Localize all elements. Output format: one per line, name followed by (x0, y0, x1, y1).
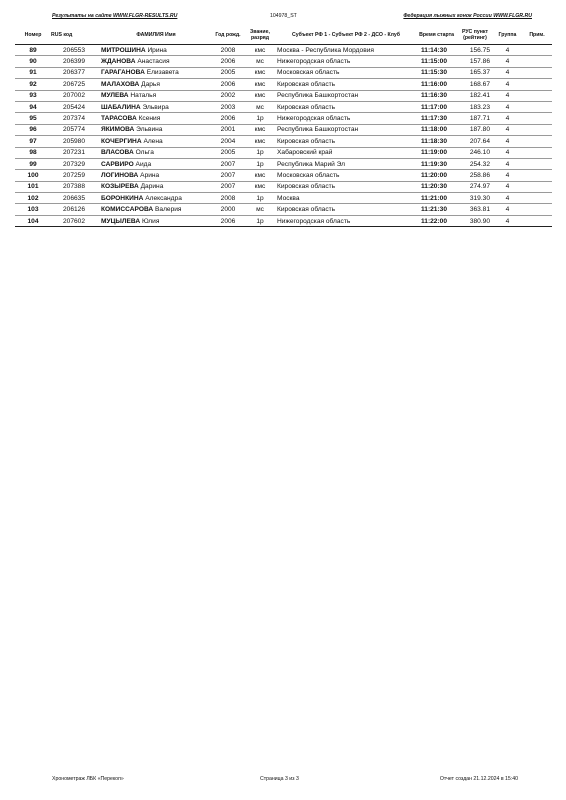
athlete-surname: ЖДАНОВА (101, 58, 136, 66)
region: Нижегородская область (275, 215, 417, 226)
birth-year: 2005 (211, 147, 245, 158)
athlete-name (101, 215, 211, 226)
region: Московская область (275, 67, 417, 78)
athlete-name (101, 193, 211, 204)
note (522, 45, 552, 56)
table-row (15, 79, 552, 90)
birth-year: 2005 (211, 67, 245, 78)
birth-year: 2006 (211, 79, 245, 90)
region: Республика Башкортостан (275, 90, 417, 101)
group: 4 (493, 56, 522, 67)
birth-year: 2006 (211, 215, 245, 226)
start-time: 11:19:00 (417, 147, 457, 158)
table-row (15, 204, 552, 215)
table-row (15, 56, 552, 67)
table-row (15, 158, 552, 169)
table-row (15, 124, 552, 135)
note (522, 204, 552, 215)
rus-points: 187.80 (457, 124, 493, 135)
rus-code: 207388 (51, 181, 101, 192)
region: Хабаровский край (275, 147, 417, 158)
col-header-rank: Звание, разряд (245, 27, 275, 45)
start-time: 11:20:30 (417, 181, 457, 192)
region: Кировская область (275, 79, 417, 90)
bib-number: 92 (15, 79, 51, 90)
bib-number: 101 (15, 181, 51, 192)
col-header-num: Номер (15, 27, 51, 45)
table-row (15, 90, 552, 101)
table-row (15, 193, 552, 204)
birth-year: 2004 (211, 136, 245, 147)
group: 4 (493, 147, 522, 158)
start-time: 11:17:00 (417, 101, 457, 112)
athlete-name (101, 90, 211, 101)
col-header-code: RUS код (51, 27, 101, 45)
note (522, 193, 552, 204)
athlete-name (101, 170, 211, 181)
athlete-name (101, 56, 211, 67)
sport-rank: 1р (245, 147, 275, 158)
sport-rank: кмс (245, 90, 275, 101)
start-time: 11:16:30 (417, 90, 457, 101)
sport-rank: 1р (245, 193, 275, 204)
note (522, 90, 552, 101)
birth-year: 2003 (211, 101, 245, 112)
group: 4 (493, 170, 522, 181)
athlete-surname: ВЛАСОВА (101, 149, 134, 157)
rus-code: 205980 (51, 136, 101, 147)
bib-number: 103 (15, 204, 51, 215)
bib-number: 97 (15, 136, 51, 147)
athlete-name (101, 45, 211, 56)
start-time: 11:18:00 (417, 124, 457, 135)
note (522, 79, 552, 90)
sport-rank: мс (245, 56, 275, 67)
protocol-id: 104978_ST (270, 13, 297, 19)
rus-code: 206553 (51, 45, 101, 56)
page-number: Страница 3 из 3 (260, 776, 299, 782)
region: Нижегородская область (275, 113, 417, 124)
rus-code: 207329 (51, 158, 101, 169)
athlete-name (101, 113, 211, 124)
group: 4 (493, 101, 522, 112)
table-row (15, 136, 552, 147)
rus-code: 207374 (51, 113, 101, 124)
rus-points: 168.67 (457, 79, 493, 90)
athlete-surname: ТАРАСОВА (101, 115, 137, 123)
sport-rank: 1р (245, 215, 275, 226)
timing-credit: Хронометраж ЛБК «Перекоп» (52, 776, 124, 782)
athlete-surname: ЯКИМОВА (101, 126, 135, 134)
birth-year: 2006 (211, 113, 245, 124)
note (522, 101, 552, 112)
region: Кировская область (275, 181, 417, 192)
birth-year: 2000 (211, 204, 245, 215)
page-header (52, 13, 532, 23)
sport-rank: 1р (245, 113, 275, 124)
rus-code: 206377 (51, 67, 101, 78)
rus-code: 206635 (51, 193, 101, 204)
athlete-name (101, 204, 211, 215)
table-row (15, 147, 552, 158)
group: 4 (493, 158, 522, 169)
athlete-name (101, 124, 211, 135)
rus-code: 207602 (51, 215, 101, 226)
group: 4 (493, 181, 522, 192)
sport-rank: кмс (245, 79, 275, 90)
athlete-surname: САРВИРО (101, 160, 134, 168)
sport-rank: кмс (245, 136, 275, 147)
start-time: 11:14:30 (417, 45, 457, 56)
group: 4 (493, 215, 522, 226)
bib-number: 100 (15, 170, 51, 181)
note (522, 56, 552, 67)
athlete-surname: БОРОНКИНА (101, 194, 144, 202)
rus-points: 156.75 (457, 45, 493, 56)
start-time: 11:17:30 (417, 113, 457, 124)
rus-points: 254.32 (457, 158, 493, 169)
start-time: 11:21:30 (417, 204, 457, 215)
rus-code: 207231 (51, 147, 101, 158)
athlete-first-name: Юлия (141, 217, 160, 225)
athlete-name (101, 79, 211, 90)
start-time: 11:15:30 (417, 67, 457, 78)
note (522, 136, 552, 147)
athlete-surname: ЛОГИНОВА (101, 171, 139, 179)
athlete-name (101, 158, 211, 169)
bib-number: 98 (15, 147, 51, 158)
rus-points: 165.37 (457, 67, 493, 78)
birth-year: 2007 (211, 181, 245, 192)
rus-code: 207259 (51, 170, 101, 181)
table-row (15, 101, 552, 112)
note (522, 158, 552, 169)
rus-points: 319.30 (457, 193, 493, 204)
group: 4 (493, 90, 522, 101)
athlete-name (101, 181, 211, 192)
col-header-year: Год рожд. (211, 27, 245, 45)
col-header-region: Субъект РФ 1 - Субъект РФ 2 - ДСО - Клуб (275, 27, 417, 45)
birth-year: 2007 (211, 158, 245, 169)
group: 4 (493, 193, 522, 204)
sport-rank: 1р (245, 158, 275, 169)
sport-rank: кмс (245, 124, 275, 135)
athlete-surname: ГАРАГАНОВА (101, 69, 145, 77)
rus-points: 363.81 (457, 204, 493, 215)
bib-number: 94 (15, 101, 51, 112)
note (522, 113, 552, 124)
table-row (15, 215, 552, 226)
start-time: 11:16:00 (417, 79, 457, 90)
rus-points: 246.10 (457, 147, 493, 158)
rus-points: 380.90 (457, 215, 493, 226)
sport-rank: кмс (245, 67, 275, 78)
start-time: 11:22:00 (417, 215, 457, 226)
athlete-first-name: Александра (145, 194, 182, 202)
rus-points: 183.23 (457, 101, 493, 112)
athlete-surname: МУЦЫЛЕВА (101, 217, 141, 225)
birth-year: 2001 (211, 124, 245, 135)
col-header-note: Прим. (522, 27, 552, 45)
birth-year: 2006 (211, 56, 245, 67)
athlete-surname: КОЧЕРГИНА (101, 137, 142, 145)
region: Московская область (275, 170, 417, 181)
athlete-name (101, 147, 211, 158)
athlete-name (101, 136, 211, 147)
region: Нижегородская область (275, 56, 417, 67)
rus-code: 207002 (51, 90, 101, 101)
sport-rank: мс (245, 101, 275, 112)
bib-number: 102 (15, 193, 51, 204)
table-header (15, 27, 552, 45)
sport-rank: мс (245, 204, 275, 215)
rus-points: 274.97 (457, 181, 493, 192)
start-time: 11:20:00 (417, 170, 457, 181)
results-site-link[interactable]: Результаты на сайте WWW.FLGR-RESULTS.RU (52, 13, 178, 19)
group: 4 (493, 124, 522, 135)
athlete-surname: МАЛАХОВА (101, 80, 140, 88)
athlete-first-name: Эльвина (136, 126, 163, 134)
athlete-name (101, 67, 211, 78)
col-header-group: Группа (493, 27, 522, 45)
note (522, 170, 552, 181)
page-footer (52, 776, 518, 786)
table-row (15, 113, 552, 124)
birth-year: 2007 (211, 170, 245, 181)
birth-year: 2008 (211, 45, 245, 56)
federation-site-link[interactable]: Федерация лыжных гонок России WWW.FLGR.RU (403, 13, 532, 19)
start-list-table (15, 27, 552, 227)
group: 4 (493, 204, 522, 215)
group: 4 (493, 136, 522, 147)
region: Республика Марий Эл (275, 158, 417, 169)
region: Москва - Республика Мордовия (275, 45, 417, 56)
table-row (15, 170, 552, 181)
group: 4 (493, 79, 522, 90)
col-header-time: Время старта (417, 27, 457, 45)
rus-points: 258.86 (457, 170, 493, 181)
rus-points: 182.41 (457, 90, 493, 101)
athlete-surname: МИТРОШИНА (101, 46, 146, 54)
note (522, 215, 552, 226)
athlete-name (101, 101, 211, 112)
note (522, 67, 552, 78)
start-time: 11:19:30 (417, 158, 457, 169)
birth-year: 2008 (211, 193, 245, 204)
rus-code: 206126 (51, 204, 101, 215)
note (522, 124, 552, 135)
table-row (15, 67, 552, 78)
group: 4 (493, 113, 522, 124)
note (522, 181, 552, 192)
athlete-first-name: Дарина (140, 183, 164, 191)
rus-points: 157.86 (457, 56, 493, 67)
bib-number: 95 (15, 113, 51, 124)
table-body (15, 45, 552, 227)
athlete-first-name: Эльвира (142, 103, 169, 111)
bib-number: 89 (15, 45, 51, 56)
athlete-surname: КОМИССАРОВА (101, 206, 154, 214)
region: Москва (275, 193, 417, 204)
start-time: 11:21:00 (417, 193, 457, 204)
rus-code: 206399 (51, 56, 101, 67)
start-time: 11:15:00 (417, 56, 457, 67)
athlete-first-name: Ксения (138, 115, 161, 123)
athlete-first-name: Аида (135, 160, 152, 168)
athlete-first-name: Анастасия (137, 58, 170, 66)
athlete-surname: КОЗЫРЕВА (101, 183, 139, 191)
athlete-first-name: Валерия (155, 206, 182, 214)
table-row (15, 45, 552, 56)
bib-number: 93 (15, 90, 51, 101)
athlete-first-name: Ольга (135, 149, 154, 157)
start-time: 11:18:30 (417, 136, 457, 147)
rus-code: 205424 (51, 101, 101, 112)
group: 4 (493, 45, 522, 56)
athlete-surname: МУЛЕВА (101, 92, 129, 100)
table-row (15, 181, 552, 192)
athlete-first-name: Арина (140, 171, 160, 179)
bib-number: 104 (15, 215, 51, 226)
region: Кировская область (275, 136, 417, 147)
athlete-first-name: Ирина (147, 46, 167, 54)
region: Кировская область (275, 204, 417, 215)
bib-number: 91 (15, 67, 51, 78)
col-header-points: РУС пункт (рейтинг) (457, 27, 493, 45)
region: Республика Башкортостан (275, 124, 417, 135)
birth-year: 2002 (211, 90, 245, 101)
athlete-first-name: Елизавета (146, 69, 179, 77)
rus-points: 207.64 (457, 136, 493, 147)
athlete-surname: ШАБАЛИНА (101, 103, 141, 111)
col-header-name: ФАМИЛИЯ Имя (101, 27, 211, 45)
report-created: Отчет создан 21.12.2024 в 15:40 (439, 776, 518, 782)
group: 4 (493, 67, 522, 78)
athlete-first-name: Алена (143, 137, 163, 145)
bib-number: 96 (15, 124, 51, 135)
region: Кировская область (275, 101, 417, 112)
note (522, 147, 552, 158)
sport-rank: кмс (245, 181, 275, 192)
rus-points: 187.71 (457, 113, 493, 124)
rus-code: 206725 (51, 79, 101, 90)
athlete-first-name: Дарья (141, 80, 160, 88)
bib-number: 99 (15, 158, 51, 169)
rus-code: 205774 (51, 124, 101, 135)
bib-number: 90 (15, 56, 51, 67)
sport-rank: кмс (245, 170, 275, 181)
sport-rank: кмс (245, 45, 275, 56)
athlete-first-name: Наталья (130, 92, 157, 100)
